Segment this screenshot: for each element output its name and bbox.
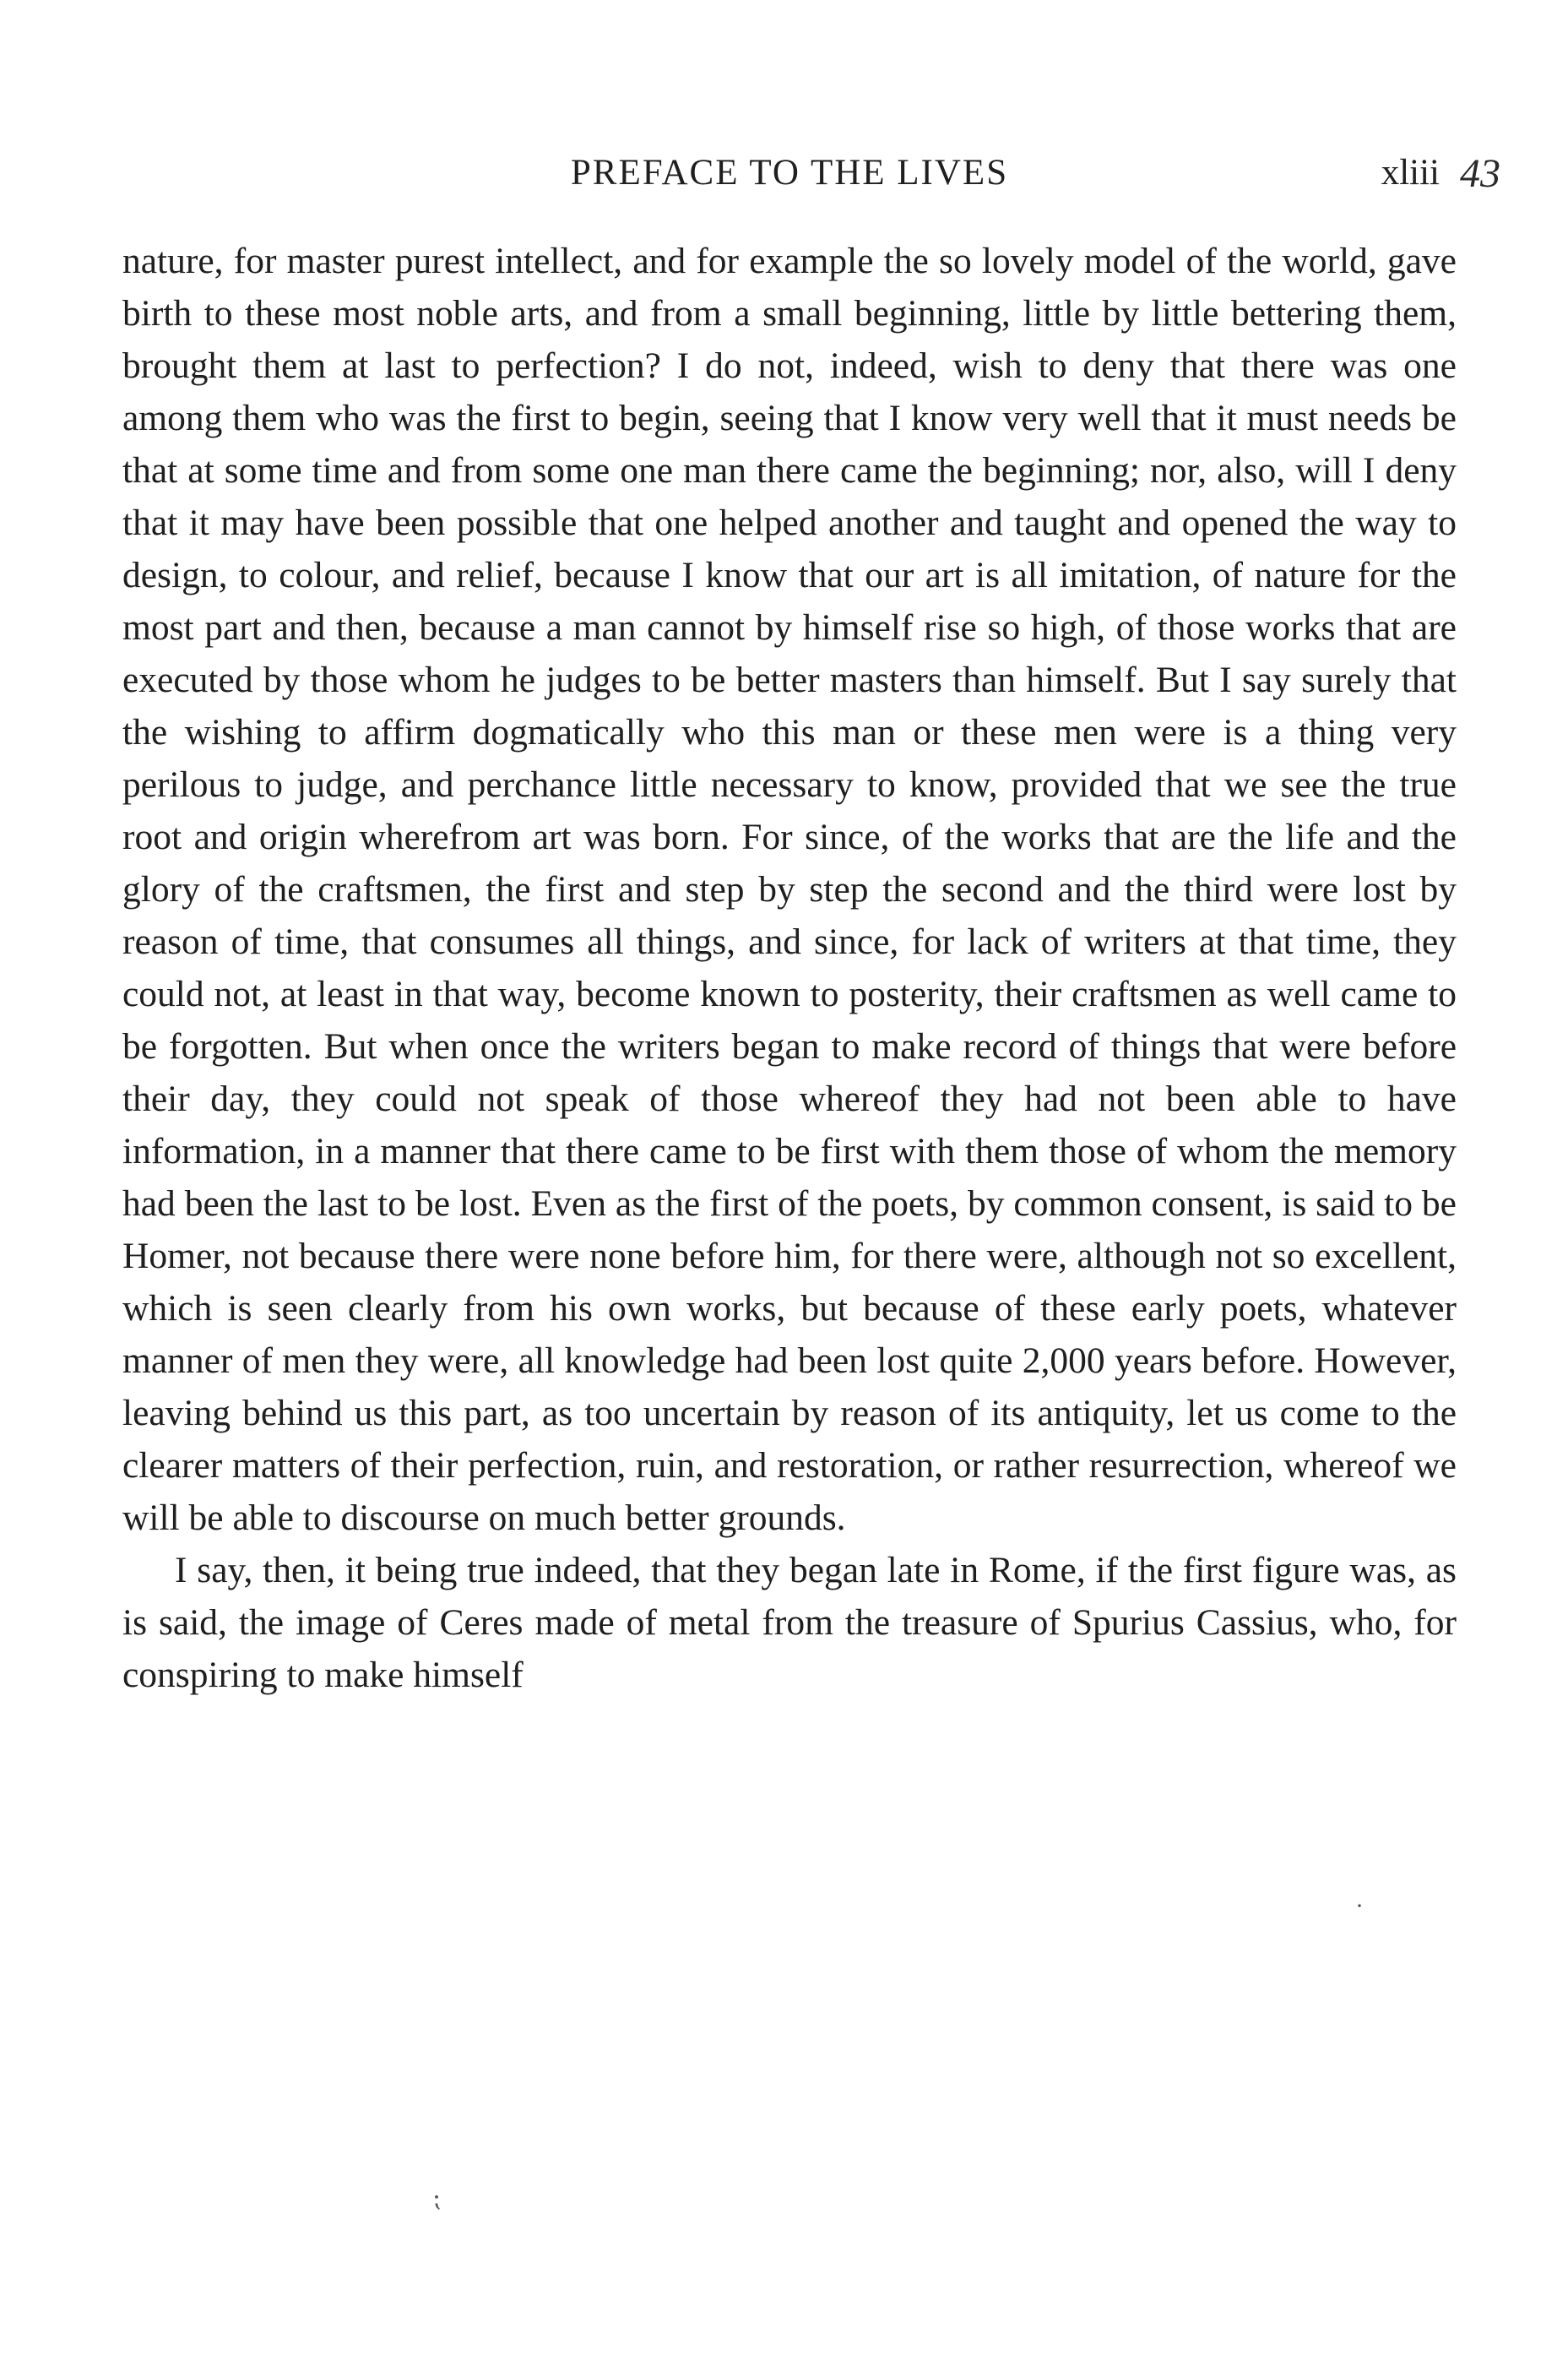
paragraph: I say, then, it being true indeed, that they began late in Rome, if the first figure was, as is said, the image of Ceres made of metal from the treasure of Spurius Cassius, who, for conspiring to make himself (122, 1550, 1457, 1695)
body-text (122, 235, 1457, 1701)
handwritten-page-number: 43 (1460, 151, 1500, 196)
paragraph: nature, for master purest intellect, and for example the so lovely model of the world, gave birth to these most noble arts, and from a small beginning, little by little bettering them, brought them at last to perfection? I do not, indeed, wish to deny that there was one among them who was the first to begin, seeing that I know very well that it must needs be that at some time and from some one man there came the beginning; nor, also, will I deny that it may have been possible that one helped another and taught and opened the way to design, to colour, and relief, because I know that our art is all imitation, of nature for the most part and then, because a man cannot by himself rise so high, of those works that are executed by those whom he judges to be better masters than himself. But I say surely that the wishing to affirm dogmatically who this man or these men were is a thing very perilous to judge, and perchance little necessary to know, provided that we see the true root and origin wherefrom art was born. For since, of the works that are the life and the glory of the craftsmen, the first and step by step the second and the third were lost by reason of time, that consumes all things, and since, for lack of writers at that time, they could not, at least in that way, become known to posterity, their craftsmen as well came to be forgotten. But when once the writers began to make record of things that were before their day, they could not speak of those whereof they had not been able to have information, in a manner that there came to be first with them those of whom the memory had been the last to be lost. Even as the first of the poets, by common consent, is said to be Homer, not because there were none before him, for there were, although not so excellent, which is seen clearly from his own works, but because of these early poets, whatever manner of men they were, all knowledge had been lost quite 2,000 years before. However, leaving behind us this part, as too uncertain by reason of its antiquity, let us come to the clearer matters of their perfection, ruin, and restoration, or rather resurrection, whereof we will be able to discourse on much better grounds. (122, 241, 1457, 1538)
stray-mark: ⁏ (432, 2184, 442, 2212)
stray-mark: · (1355, 1892, 1364, 1920)
running-title: PREFACE TO THE LIVES (570, 153, 1009, 193)
page-header (122, 151, 1500, 211)
page-number: xliii (1381, 153, 1440, 193)
